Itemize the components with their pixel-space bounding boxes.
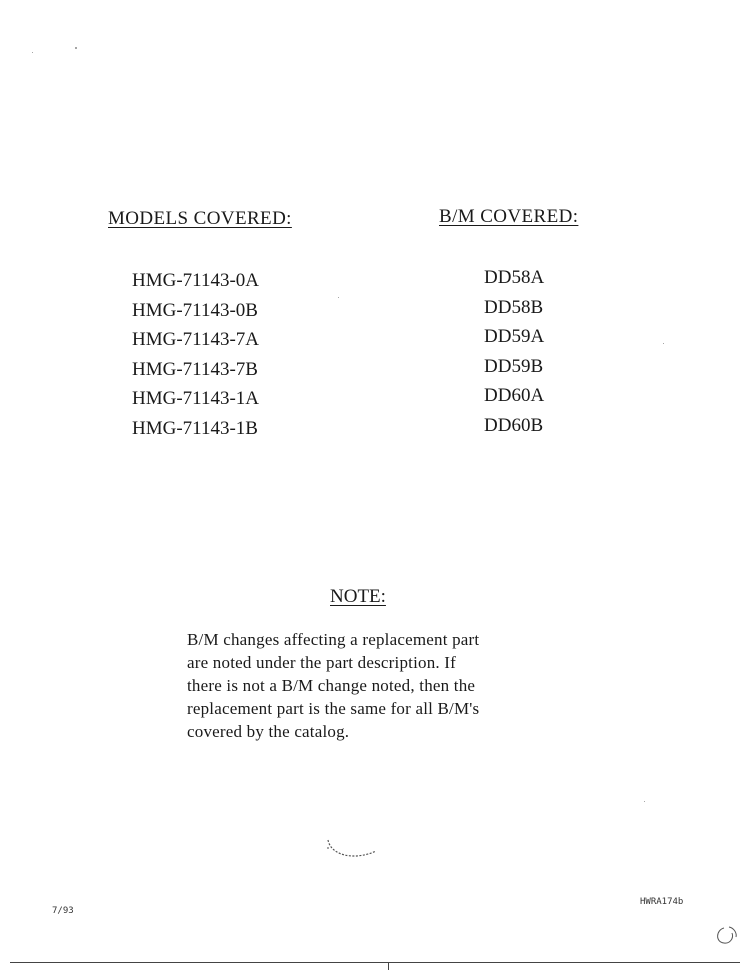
models-covered-heading: MODELS COVERED:: [108, 208, 292, 229]
bottom-rule: [10, 962, 740, 963]
bottom-tick: [388, 962, 389, 970]
model-item: HMG-71143-1B: [132, 417, 258, 439]
model-item: HMG-71143-1A: [132, 388, 260, 409]
document-code: HWRA174b: [640, 897, 684, 907]
note-line: there is not a B/M change noted, then the: [187, 676, 476, 695]
date-code: 7/93: [52, 906, 74, 916]
note-line: replacement part is the same for all B/M's: [187, 699, 480, 718]
note-line: are noted under the part description. If: [187, 653, 457, 672]
bm-covered-heading: B/M COVERED:: [439, 206, 579, 227]
bm-item: DD60A: [484, 385, 545, 406]
scan-speck: [75, 47, 77, 49]
model-item: HMG-71143-7A: [132, 329, 260, 350]
bm-item: DD58A: [484, 267, 545, 288]
note-line: B/M changes affecting a replacement part: [187, 630, 480, 649]
model-item: HMG-71143-0B: [132, 299, 258, 321]
bm-list: [484, 263, 544, 440]
bm-item: DD59B: [484, 355, 544, 377]
model-item: HMG-71143-7B: [132, 358, 258, 380]
scan-speck: [338, 297, 339, 298]
scan-speck: [663, 343, 664, 344]
note-heading: NOTE:: [330, 586, 386, 607]
bm-item: DD59A: [484, 326, 545, 347]
note-line: covered by the catalog.: [187, 722, 350, 741]
bm-item: DD58B: [484, 296, 544, 318]
scan-speck: [644, 801, 645, 802]
note-paragraph: [187, 628, 547, 743]
models-list: [132, 266, 259, 443]
model-item: HMG-71143-0A: [132, 270, 260, 291]
scan-mark: [322, 836, 382, 866]
scan-speck: [32, 52, 33, 53]
corner-stamp-mark: [712, 924, 740, 948]
bm-item: DD60B: [484, 414, 544, 436]
